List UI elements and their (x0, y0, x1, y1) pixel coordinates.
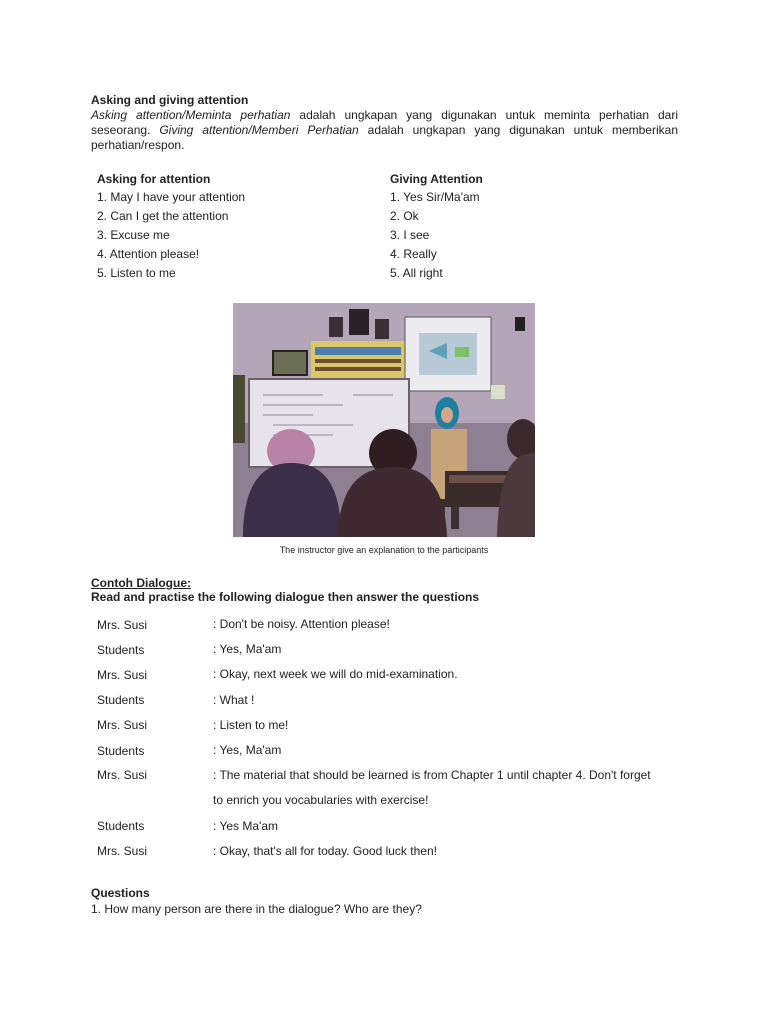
list-item: 3. Excuse me (97, 228, 170, 242)
giving-column-title: Giving Attention (390, 172, 483, 186)
utterance: : Okay, next week we will do mid-examination. (213, 667, 458, 682)
contoh-dialogue-title: Contoh Dialogue: (91, 576, 191, 590)
dialogue-row (97, 688, 697, 713)
section-heading: Asking and giving attention (91, 93, 249, 107)
classroom-photo (233, 303, 535, 537)
giving-list (390, 188, 480, 283)
asking-list (97, 188, 245, 283)
asking-column-title: Asking for attention (97, 172, 211, 186)
utterance: : Listen to me! (213, 717, 289, 732)
speaker: Students (97, 642, 145, 657)
list-item: 4. Attention please! (97, 247, 200, 261)
utterance: : Yes Ma'am (213, 818, 278, 833)
question-item: 1. How many person are there in the dialogue? Who are they? (91, 902, 422, 916)
intro-text-2: adalah ungkapan yang digunakan untuk memberikan perhatian/respon. (91, 123, 678, 152)
list-item: 4. Really (390, 247, 437, 261)
dialogue-row (97, 612, 697, 637)
list-item: 5. Listen to me (97, 266, 176, 280)
speaker: Mrs. Susi (97, 667, 148, 682)
dialogue-row (97, 763, 697, 813)
speaker: Students (97, 743, 145, 758)
dialogue-row (97, 713, 697, 738)
utterance: : Okay, that's all for today. Good luck then! (213, 843, 437, 858)
utterance: : Yes, Ma'am (213, 742, 282, 757)
dialogue-row (97, 662, 697, 687)
dialogue-row (97, 637, 697, 662)
speaker: Mrs. Susi (97, 844, 148, 859)
speaker: Mrs. Susi (97, 718, 148, 733)
list-item: 2. Can I get the attention (97, 209, 229, 223)
read-instruction: Read and practise the following dialogue then answer the questions (91, 590, 480, 604)
classroom-illustration (233, 303, 535, 537)
intro-paragraph (91, 108, 678, 153)
intro-text-1: adalah ungkapan yang digunakan untuk meminta perhatian dari seseorang. (91, 108, 678, 137)
speaker: Mrs. Susi (97, 617, 148, 632)
utterance: : Don't be noisy. Attention please! (213, 617, 390, 631)
photo-caption: The instructor give an explanation to the participants (279, 545, 489, 555)
dialogue (97, 612, 697, 864)
dialogue-row (97, 839, 697, 864)
list-item: 3. I see (390, 228, 430, 242)
term-asking: Asking attention/Meminta perhatian (91, 108, 291, 122)
dialogue-row (97, 738, 697, 763)
utterance: : What ! (213, 692, 255, 707)
speaker: Students (97, 819, 145, 834)
utterance: : Yes, Ma'am (213, 642, 282, 657)
speaker: Students (97, 693, 145, 708)
list-item: 2. Ok (390, 209, 419, 223)
speaker: Mrs. Susi (97, 768, 148, 783)
list-item: 1. May I have your attention (97, 190, 246, 204)
dialogue-row (97, 814, 697, 839)
list-item: 5. All right (390, 266, 443, 280)
questions-title: Questions (91, 886, 150, 900)
utterance: : The material that should be learned is from Chapter 1 until chapter 4. Don't forget to enrich you vocabularies with exercise! (213, 768, 651, 808)
term-giving: Giving attention/Memberi Perhatian (159, 123, 359, 137)
list-item: 1. Yes Sir/Ma'am (390, 190, 480, 204)
